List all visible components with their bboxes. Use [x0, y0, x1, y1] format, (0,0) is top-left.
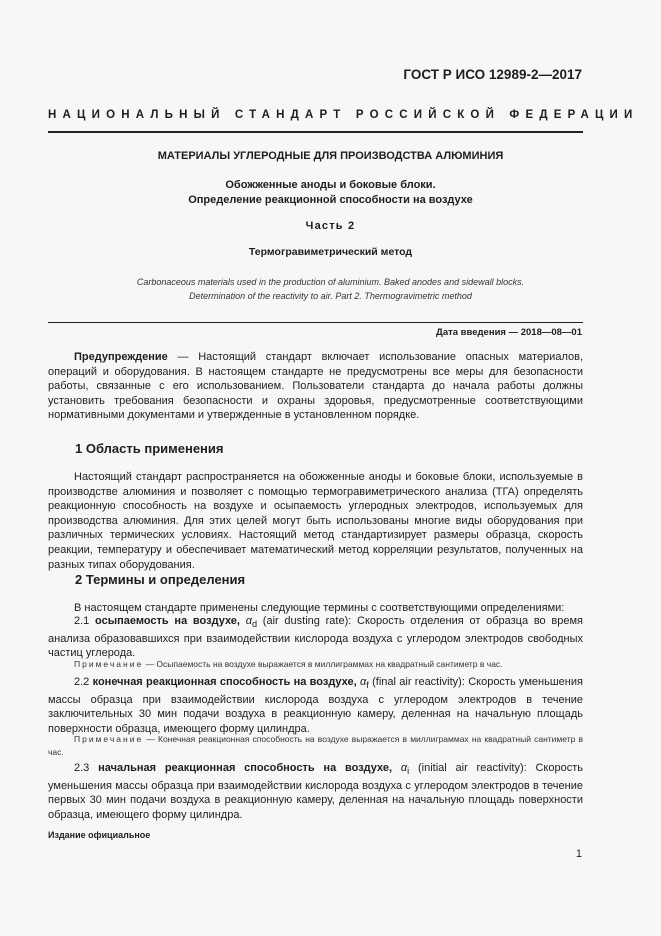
term-name: конечная реакционная способность на воздухе,	[92, 676, 357, 688]
page-number: 1	[575, 848, 582, 860]
document-title: МАТЕРИАЛЫ УГЛЕРОДНЫЕ ДЛЯ ПРОИЗВОДСТВА АЛЮМИНИЯ	[157, 150, 504, 162]
term-symbol-subscript: i	[407, 766, 410, 777]
term-number: 2.3	[74, 762, 90, 774]
note-text: — Конечная реакционная способность на воздухе выражается в миллиграммах на квадратный сантиметр в час.	[48, 734, 583, 757]
section-1-heading: 1 Область применения	[75, 441, 224, 456]
term-definition: (final air reactivity): Скорость уменьшения массы образца при взаимодействии кислорода воздуха с углеродом электродов в течение заключительных 30 мин подачи воздуха в реакционную камеру, деленная на начальную площадь поверхности образца, имеющего форму цилиндра.	[48, 676, 583, 735]
warning-paragraph	[48, 350, 583, 423]
warning-text: — Настоящий стандарт включает использование опасных материалов, операций и оборудования. В настоящем стандарте не предусмотрены все меры для безопасности работы, связанные с его использованием. Пользователи стандарта до начала работы должны установить требования безопасности и охраны здоровья, предусмотренные соответствующими нормативными документами и утвержденные в установленном порядке.	[48, 351, 583, 422]
term-symbol-subscript: d	[251, 619, 258, 630]
part-label: Часть 2	[305, 220, 356, 232]
terms-intro-text: В настоящем стандарте применены следующие термины с соответствующими определениями:	[74, 602, 565, 614]
english-title-line-1: Carbonaceous materials used in the production of aluminium. Baked anodes and sidewall blocks.	[136, 277, 525, 287]
term-number: 2.2	[74, 676, 90, 688]
term-definition: (initial air reactivity): Скорость уменьшения массы образца при взаимодействии кислорода воздуха с углеродом электродов в течение первых 30 мин подачи воздуха в реакционную камеру, деленная на начальную площадь поверхности образца, имеющего форму цилиндра.	[48, 762, 583, 821]
method-title: Термогравиметрический метод	[248, 246, 413, 258]
subtitle-line-1: Обожженные аноды и боковые блоки.	[225, 179, 436, 191]
note-text: — Осыпаемость на воздухе выражается в миллиграммах на квадратный сантиметр в час.	[143, 659, 503, 669]
note-label: Примечание	[74, 659, 144, 669]
term-symbol: α	[360, 676, 367, 688]
effective-date: Дата введения — 2018—08—01	[436, 327, 582, 338]
term-2-2	[48, 675, 583, 737]
note-2-2	[48, 733, 583, 758]
term-symbol-subscript: f	[366, 680, 369, 691]
official-edition-label: Издание официальное	[48, 830, 151, 840]
term-symbol: α	[245, 615, 252, 627]
note-2-1	[48, 658, 583, 671]
section-2-heading: 2 Термины и определения	[75, 572, 246, 587]
scope-paragraph	[48, 470, 583, 572]
term-name: начальная реакционная способность на воздухе,	[98, 762, 393, 774]
note-label: Примечание	[74, 734, 144, 744]
national-standard-heading: НАЦИОНАЛЬНЫЙ СТАНДАРТ РОССИЙСКОЙ ФЕДЕРАЦИИ	[48, 109, 639, 121]
document-subtitle	[48, 178, 613, 208]
english-title-line-2: Determination of the reactivity to air. Part 2. Thermogravimetric method	[189, 290, 472, 301]
date-rule	[48, 322, 583, 323]
english-title	[48, 276, 613, 303]
subtitle-line-2: Определение реакционной способности на воздухе	[188, 194, 473, 206]
term-2-1	[48, 614, 583, 661]
term-symbol: α	[400, 762, 408, 774]
term-number: 2.1	[74, 615, 90, 627]
term-2-3	[48, 761, 583, 823]
warning-label: Предупреждение	[74, 351, 168, 363]
top-rule	[48, 131, 583, 133]
standard-code: ГОСТ Р ИСО 12989-2—2017	[403, 67, 582, 82]
term-definition: (air dusting rate): Скорость отделения от образца во время анализа образовавшихся при взаимодействии кислорода воздуха с углеродом электродов свободных частиц углерода.	[48, 615, 583, 660]
scope-text: Настоящий стандарт распространяется на обожженные аноды и боковые блоки, используемые в производстве алюминия и позволяет с помощью термогравиметрического анализа (ТГА) определять реакционную способность на воздухе и осыпаемость углеродных электродов, используемых для производства алюминия. Для этих целей могут быть использованы многие виды оборудования при различных термических условиях. Настоящий метод стандартизирует размеры образца, скорость реакции, температуру и обеспечивает математический метод корреляции результатов, полученных на разных типах оборудования.	[48, 471, 583, 571]
term-name: осыпаемость на воздухе,	[95, 615, 240, 627]
